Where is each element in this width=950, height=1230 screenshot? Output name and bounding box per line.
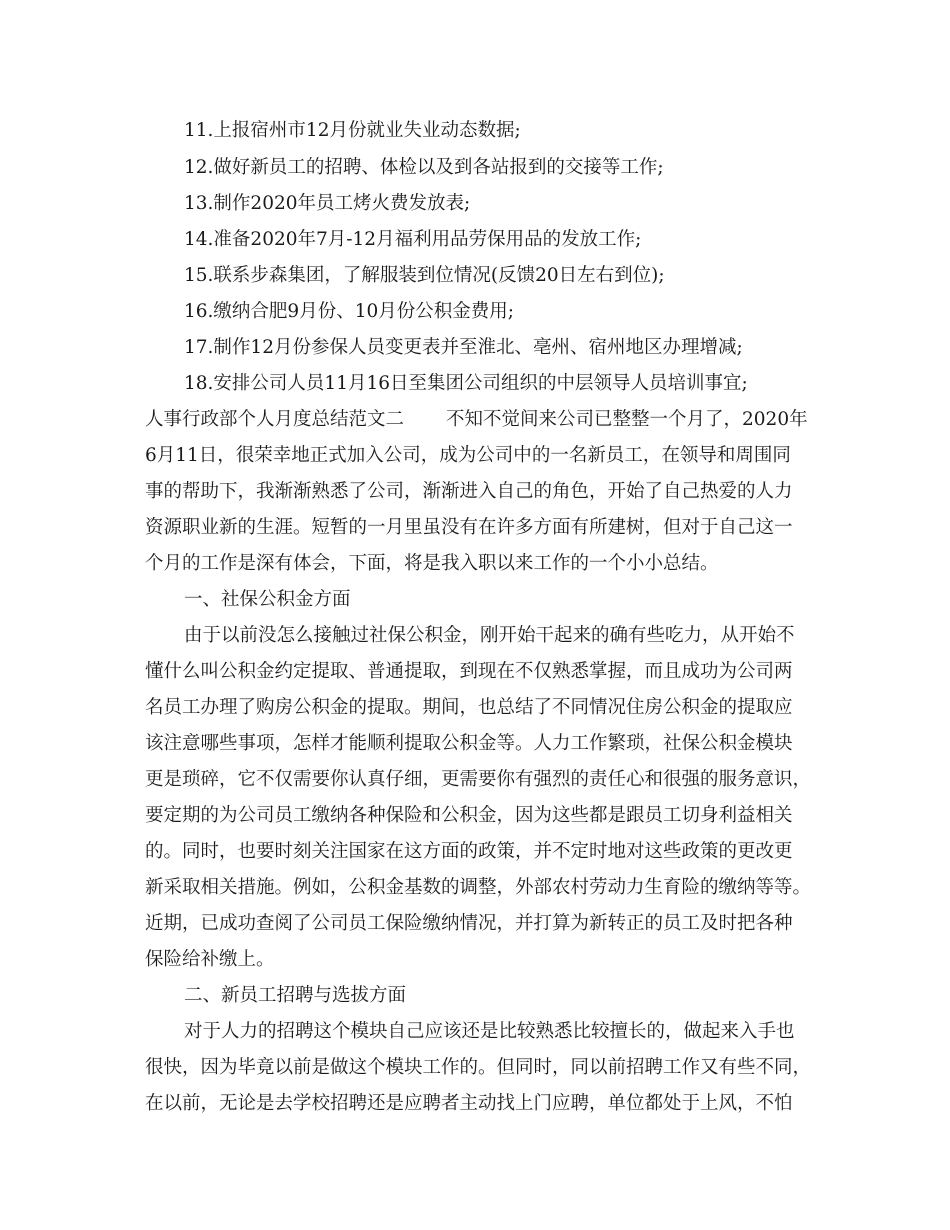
list-item-15: 15.联系步森集团，了解服装到位情况(反馈20日左右到位); — [184, 265, 665, 286]
list-item-11: 11.上报宿州市12月份就业失业动态数据; — [184, 120, 521, 141]
section1-line: 保险给补缴上。 — [145, 949, 275, 970]
intro-line: 个月的工作是深有体会，下面，将是我入职以来工作的一个小小总结。 — [145, 553, 719, 574]
list-item-12: 12.做好新员工的招聘、体检以及到各站报到的交接等工作; — [184, 157, 664, 178]
intro-line: 不知不觉间来公司已整整一个月了，2020年 — [446, 409, 808, 430]
list-item-13: 13.制作2020年员工烤火费发放表; — [184, 193, 471, 214]
section1-line: 由于以前没怎么接触过社保公积金，刚开始干起来的确有些吃力，从开始不 — [184, 625, 795, 646]
section2-line: 对于人力的招聘这个模块自己应该还是比较熟悉比较擅长的，做起来入手也 — [184, 1021, 795, 1042]
section2-line: 很快，因为毕竟以前是做这个模块工作的。但同时，同以前招聘工作又有些不同， — [145, 1057, 812, 1078]
article-title: 人事行政部个人月度总结范文二 — [145, 409, 405, 430]
section1-line: 新采取相关措施。例如，公积金基数的调整，外部农村劳动力生育险的缴纳等等。 — [145, 877, 812, 898]
section2-heading: 二、新员工招聘与选拔方面 — [184, 985, 407, 1006]
section1-line: 的。同时，也要时刻关注国家在这方面的政策，并不定时地对这些政策的更改更 — [145, 841, 793, 862]
section1-line: 要定期的为公司员工缴纳各种保险和公积金，因为这些都是跟员工切身利益相关 — [145, 805, 793, 826]
list-item-14: 14.准备2020年7月-12月福利用品劳保用品的发放工作; — [184, 229, 642, 250]
section1-line: 名员工办理了购房公积金的提取。期间，也总结了不同情况住房公积金的提取应 — [145, 697, 793, 718]
section1-heading: 一、社保公积金方面 — [184, 589, 351, 610]
section1-line: 该注意哪些事项，怎样才能顺利提取公积金等。人力工作繁琐，社保公积金模块 — [145, 733, 793, 754]
intro-first-line — [145, 409, 808, 431]
section1-line: 懂什么叫公积金约定提取、普通提取，到现在不仅熟悉掌握，而且成功为公司两 — [145, 661, 793, 682]
list-item-17: 17.制作12月份参保人员变更表并至淮北、亳州、宿州地区办理增减; — [184, 337, 743, 358]
section1-line: 近期，已成功查阅了公司员工保险缴纳情况，并打算为新转正的员工及时把各种 — [145, 913, 793, 934]
intro-line: 资源职业新的生涯。短暂的一月里虽没有在许多方面有所建树，但对于自己这一 — [145, 517, 793, 538]
intro-line: 事的帮助下，我渐渐熟悉了公司，渐渐进入自己的角色，开始了自己热爱的人力 — [145, 481, 793, 502]
section1-line: 更是琐碎，它不仅需要你认真仔细，更需要你有强烈的责任心和很强的服务意识， — [145, 769, 812, 790]
list-item-16: 16.缴纳合肥9月份、10月份公积金费用; — [184, 301, 514, 322]
intro-line: 6月11日，很荣幸地正式加入公司，成为公司中的一名新员工，在领导和周围同 — [145, 445, 791, 466]
section2-line: 在以前，无论是去学校招聘还是应聘者主动找上门应聘，单位都处于上风，不怕 — [145, 1093, 793, 1114]
list-item-18: 18.安排公司人员11月16日至集团公司组织的中层领导人员培训事宜; — [184, 373, 748, 394]
